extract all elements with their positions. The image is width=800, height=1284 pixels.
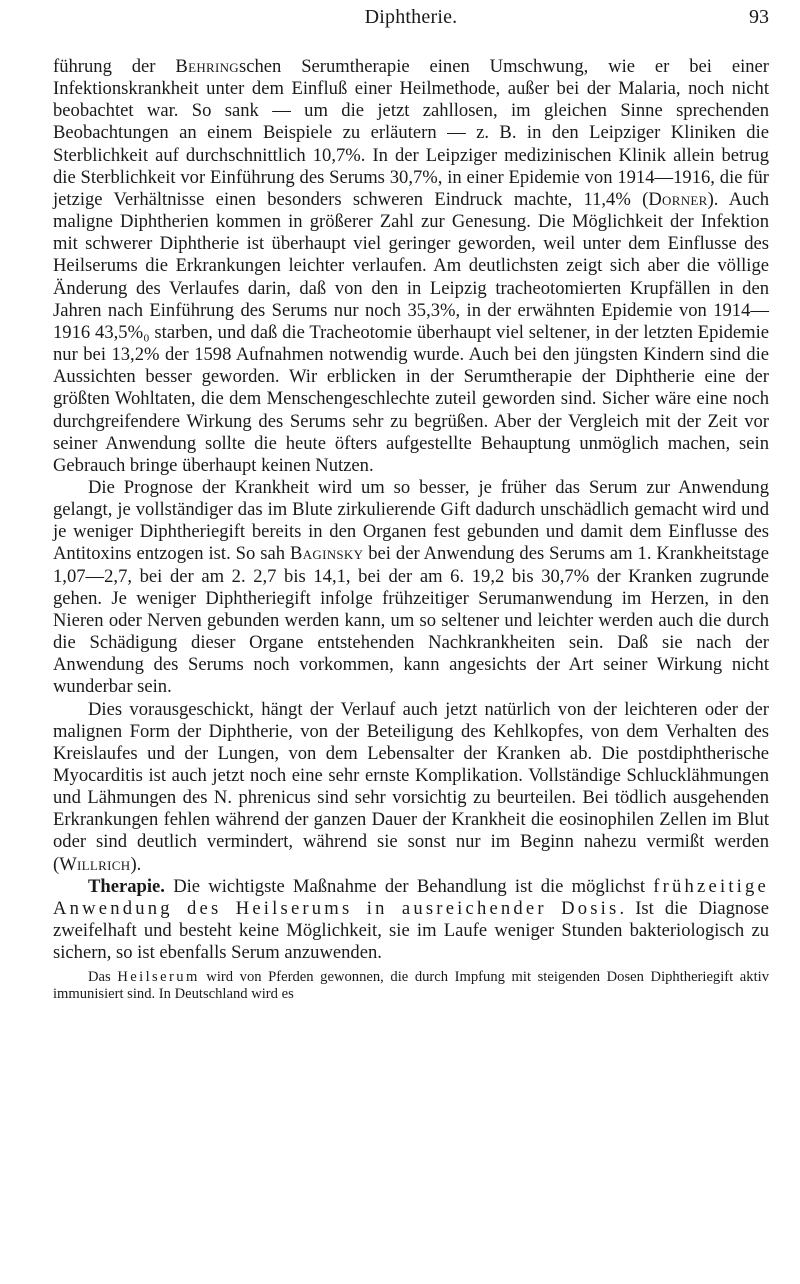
emphasized-text: Heilserum — [117, 969, 200, 986]
author-name-dorner: Dorner — [648, 188, 708, 210]
author-name-baginsky: Baginsky — [290, 543, 364, 565]
emphasized-text: frühzeitige Anwendung des Heilserums in ausreichender Dosis — [53, 875, 769, 919]
text-run: führung der — [53, 56, 176, 77]
small-print-text — [53, 969, 769, 1003]
text-run: schen Serumtherapie einen Umschwung, wie er bei einer Infektionskrankheit unter dem Einfluß einer Heilmethode, außer bei der Malaria, noch nicht beobachtet war. So sank — um die jetzt zahllosen, im gleichen Sinne sprechenden Beobachtungen an einem Beispiele zu erläutern — z. B. in den Leipziger Kliniken die Sterblichkeit auf durchschnittlich 10,7%. In der Leipziger medizinischen Klinik allein betrug die Sterblichkeit vor Einführung des Serums 30,7%, in einer Epidemie von 1914—1916, die für jetzige Verhältnisse einen besonders schweren Eindruck machte, 11,4% ( — [53, 56, 769, 210]
text-run: ). — [130, 853, 142, 875]
section-heading-therapy: Therapie. — [88, 875, 165, 897]
running-head — [53, 0, 769, 40]
paragraph-prognosis — [53, 477, 769, 699]
page-number: 93 — [749, 6, 769, 28]
running-title: Diphtherie. — [364, 6, 458, 28]
book-page — [53, 0, 769, 1003]
text-run: bei der Anwendung des Serums am 1. Krankheitstage 1,07—2,7, bei der am 2. 2,7 bis 14,1, bei der am 6. 19,2 bis 30,7% der Kranken zugrunde gehen. Je weniger Diphtheriegift infolge frühzeitiger Serumanwendung im Herzen, in den Nieren oder Nerven gebunden werden kann, um so seltener und leichter werden auch die durch die Schädigung dieser Organe entstehenden Nachkrankheiten sein. Daß sie nach der Anwendung des Serums noch vorkommen, kann angesichts der Art seiner Wirkung nicht wunderbar sein. — [53, 543, 769, 698]
text-run: Die Prognose der Krankheit wird um so besser, je früher das Serum zur Anwendung gelangt, je vollständiger das im Blute zirkulierende Gift dadurch unschädlich gemacht wird und je weniger Diphtheriegift bereits in den Organen fest gebunden und damit dem Einflusse des Antitoxins entzogen ist. So sah — [53, 476, 769, 565]
text-run: Dies vorausgeschickt, hängt der Verlauf auch jetzt natürlich von der leichteren oder der malignen Form der Diphtherie, von der Beteiligung des Kehlkopfes, von dem Verhalten des Kreislaufes und der Lungen, von dem Lebensalter der Kranken ab. Die postdiphtherische Myocarditis ist auch jetzt noch eine sehr ernste Komplikation. Vollständige Schlucklähmungen und Lähmungen des N. phrenicus sind sehr vorsichtig zu beurteilen. Bei tödlich ausgehenden Erkrankungen fehlen während der ganzen Dauer der Krankheit die eosinophilen Zellen im Blut oder sind deutlich vermindert, während sie sonst nur im Beginn nahezu vermißt werden ( — [53, 698, 769, 875]
paragraph-course — [53, 699, 769, 876]
text-run: Das — [88, 969, 118, 986]
paragraph-serum-results — [53, 56, 769, 477]
text-run: Die wichtigste Maßnahme der Behandlung ist die möglichst — [164, 875, 654, 897]
text-run: wird von Pferden gewonnen, die durch Impfung mit steigenden Dosen Diphtheriegift aktiv immunisiert sind. In Deutschland wird es — [53, 969, 769, 1003]
body-text — [53, 56, 769, 964]
text-run: . Ist die Diagnose zweifelhaft und besteht keine Möglichkeit, sie im Laufe weniger Stunden bakteriologisch zu sichern, so ist ebenfalls Serum anzuwenden. — [53, 897, 769, 964]
paragraph-heilserum — [53, 969, 769, 1003]
author-name-behring: Behring — [175, 56, 239, 77]
paragraph-therapy — [53, 876, 769, 965]
author-name-willrich: Willrich — [59, 853, 131, 875]
text-run: ). Auch maligne Diphtherien kommen in größerer Zahl zur Genesung. Die Möglichkeit der Infektion mit schwerer Diphtherie ist überhaupt viel geringer geworden, weil unter dem Einflusse des Heilserums die Erkrankungen leichter verlaufen. Am deutlichsten zeigt sich aber die völlige Änderung des Verlaufes darin, daß von den in Leipzig tracheotomierten Krupfällen in den Jahren nach Einführung des Serums nur noch 35,3%, in der erwähnten Epidemie von 1914—1916 43,5%₀ starben, und daß die Tracheotomie überhaupt viel seltener, in der letzten Epidemie nur bei 13,2% der 1598 Aufnahmen notwendig wurde. Auch bei den jüngsten Kindern sind die Aussichten besser geworden. Wir erblicken in der Serumtherapie der Diphtherie eine der größten Wohltaten, die dem Menschengeschlechte zuteil geworden sind. Sicher wäre eine noch durchgreifendere Wirkung des Serums sehr zu begrüßen. Aber der Vergleich mit der Zeit vor seiner Anwendung sollte die heute öfters aufgestellte Behauptung unmöglich machen, sein Gebrauch bringe überhaupt keinen Nutzen. — [53, 188, 769, 476]
